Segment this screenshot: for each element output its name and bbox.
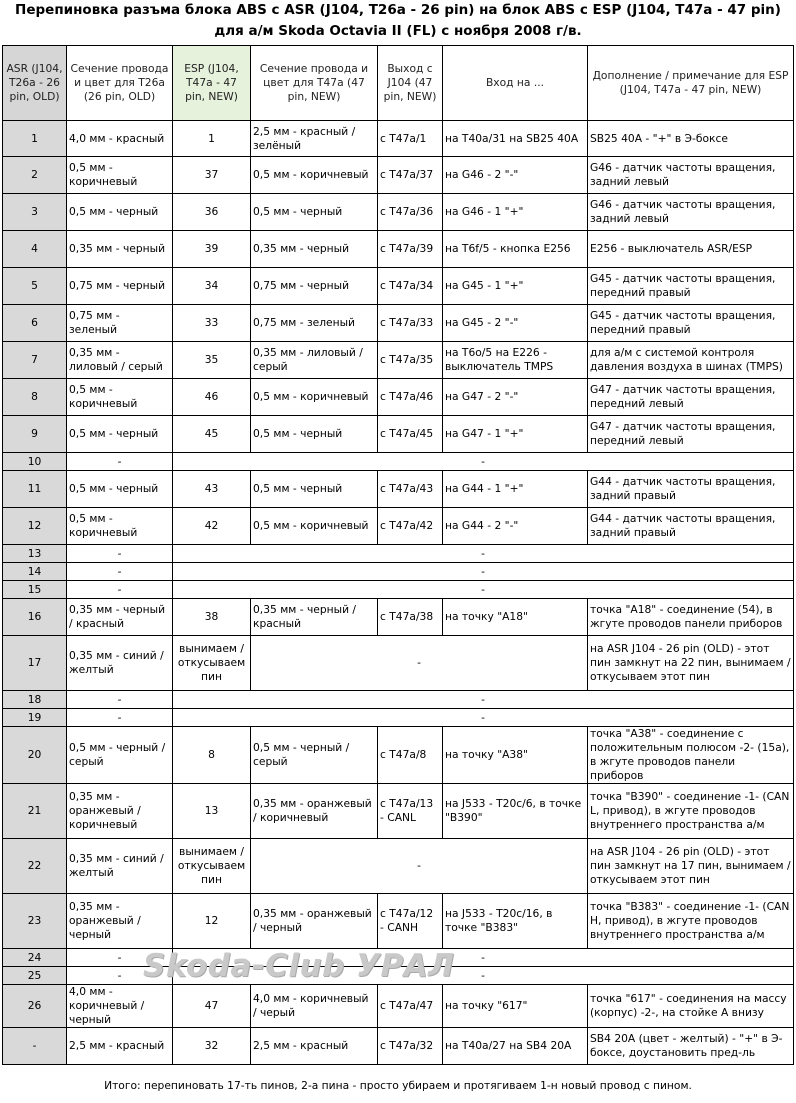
table-row bbox=[3, 471, 794, 508]
esp-pin-cell: вынимаем / откусываем пин bbox=[173, 636, 251, 691]
asr-pin-cell: 21 bbox=[3, 784, 67, 839]
input-cell: на T40a/31 на SB25 40A bbox=[443, 121, 588, 157]
wire-26-cell: 0,35 мм - синий / желтый bbox=[67, 636, 173, 691]
asr-pin-cell: 11 bbox=[3, 471, 67, 508]
table-header-row bbox=[3, 46, 794, 121]
asr-pin-cell: 24 bbox=[3, 949, 67, 967]
table-row bbox=[3, 581, 794, 599]
output-cell: с T47a/12 - CANH bbox=[378, 894, 443, 949]
table-row bbox=[3, 545, 794, 563]
asr-pin-cell: 13 bbox=[3, 545, 67, 563]
wire-26-cell: 0,5 мм - коричневый bbox=[67, 508, 173, 545]
table-row bbox=[3, 727, 794, 784]
esp-pin-cell: 45 bbox=[173, 416, 251, 453]
merged-empty-cell: - bbox=[251, 636, 588, 691]
input-cell: на G44 - 2 "-" bbox=[443, 508, 588, 545]
watermark: Skoda-Club УРАЛ bbox=[143, 948, 455, 984]
wire-47-cell: 0,35 мм - черный / красный bbox=[251, 599, 378, 636]
wire-47-cell: 2,5 мм - красный / зелёный bbox=[251, 121, 378, 157]
note-cell: G45 - датчик частоты вращения, передний правый bbox=[588, 268, 794, 305]
header-note: Дополнение / примечание для ESP (J104, T47a - 47 pin, NEW) bbox=[588, 46, 794, 121]
note-cell: для а/м с системой контроля давления воздуха в шинах (TMPS) bbox=[588, 342, 794, 379]
wire-26-cell: 0,5 мм - черный bbox=[67, 416, 173, 453]
empty-row-cell: - bbox=[173, 453, 794, 471]
wire-26-cell: - bbox=[67, 709, 173, 727]
note-cell: G47 - датчик частоты вращения, передний левый bbox=[588, 379, 794, 416]
esp-pin-cell: 36 bbox=[173, 194, 251, 231]
esp-pin-cell: вынимаем / откусываем пин bbox=[173, 839, 251, 894]
wire-26-cell: - bbox=[67, 453, 173, 471]
asr-pin-cell: - bbox=[3, 1028, 67, 1065]
wire-47-cell: 0,35 мм - оранжевый / черный bbox=[251, 894, 378, 949]
wire-47-cell: 0,5 мм - коричневый bbox=[251, 157, 378, 194]
esp-pin-cell: 1 bbox=[173, 121, 251, 157]
note-cell: SB4 20A (цвет - желтый) - "+" в Э-боксе, доустановить пред-ль bbox=[588, 1028, 794, 1065]
input-cell: на G45 - 2 "-" bbox=[443, 305, 588, 342]
wire-26-cell: 4,0 мм - красный bbox=[67, 121, 173, 157]
wire-47-cell: 0,35 мм - лиловый / серый bbox=[251, 342, 378, 379]
asr-pin-cell: 2 bbox=[3, 157, 67, 194]
asr-pin-cell: 20 bbox=[3, 727, 67, 784]
note-cell: точка "B383" - соединение -1- (CAN H, привод), в жгуте проводов внутреннего пространства а/м bbox=[588, 894, 794, 949]
output-cell: с T47a/39 bbox=[378, 231, 443, 268]
note-cell: G47 - датчик частоты вращения, передний левый bbox=[588, 416, 794, 453]
esp-pin-cell: 33 bbox=[173, 305, 251, 342]
wire-26-cell: 0,35 мм - оранжевый / коричневый bbox=[67, 784, 173, 839]
asr-pin-cell: 23 bbox=[3, 894, 67, 949]
esp-pin-cell: 42 bbox=[173, 508, 251, 545]
wire-26-cell: - bbox=[67, 581, 173, 599]
esp-pin-cell: 47 bbox=[173, 985, 251, 1028]
asr-pin-cell: 14 bbox=[3, 563, 67, 581]
wire-26-cell: 0,35 мм - черный bbox=[67, 231, 173, 268]
title-line-2: для а/м Skoda Octavia II (FL) с ноября 2008 г/в. bbox=[214, 23, 582, 39]
wire-26-cell: - bbox=[67, 949, 173, 967]
note-cell: SB25 40A - "+" в Э-боксе bbox=[588, 121, 794, 157]
wire-26-cell: 0,35 мм - черный / красный bbox=[67, 599, 173, 636]
input-cell: на J533 - T20c/16, в точке "B383" bbox=[443, 894, 588, 949]
table-row bbox=[3, 709, 794, 727]
pinout-table bbox=[2, 45, 794, 1065]
wire-26-cell: 0,35 мм - лиловый / серый bbox=[67, 342, 173, 379]
table-row bbox=[3, 416, 794, 453]
output-cell: с T47a/47 bbox=[378, 985, 443, 1028]
esp-pin-cell: 32 bbox=[173, 1028, 251, 1065]
input-cell: на T40a/27 на SB4 20A bbox=[443, 1028, 588, 1065]
table-row bbox=[3, 985, 794, 1028]
wire-26-cell: 0,5 мм - черный / серый bbox=[67, 727, 173, 784]
wire-47-cell: 0,5 мм - черный bbox=[251, 194, 378, 231]
note-cell: G46 - датчик частоты вращения, задний левый bbox=[588, 194, 794, 231]
header-wire-47: Сечение провода и цвет для T47a (47 pin, NEW) bbox=[251, 46, 378, 121]
esp-pin-cell: 46 bbox=[173, 379, 251, 416]
table-row bbox=[3, 194, 794, 231]
esp-pin-cell: 12 bbox=[173, 894, 251, 949]
wire-26-cell: 0,5 мм - черный bbox=[67, 471, 173, 508]
input-cell: на T6f/5 - кнопка E256 bbox=[443, 231, 588, 268]
table-row bbox=[3, 231, 794, 268]
asr-pin-cell: 7 bbox=[3, 342, 67, 379]
wire-47-cell: 0,35 мм - оранжевый / коричневый bbox=[251, 784, 378, 839]
asr-pin-cell: 9 bbox=[3, 416, 67, 453]
wire-47-cell: 0,5 мм - черный / серый bbox=[251, 727, 378, 784]
header-input: Вход на ... bbox=[443, 46, 588, 121]
esp-pin-cell: 13 bbox=[173, 784, 251, 839]
asr-pin-cell: 25 bbox=[3, 967, 67, 985]
asr-pin-cell: 17 bbox=[3, 636, 67, 691]
asr-pin-cell: 6 bbox=[3, 305, 67, 342]
output-cell: с T47a/35 bbox=[378, 342, 443, 379]
asr-pin-cell: 22 bbox=[3, 839, 67, 894]
wire-26-cell: 0,35 мм - синий / желтый bbox=[67, 839, 173, 894]
wire-47-cell: 0,75 мм - зеленый bbox=[251, 305, 378, 342]
table-row bbox=[3, 636, 794, 691]
empty-row-cell: - bbox=[173, 949, 794, 967]
empty-row-cell: - bbox=[173, 691, 794, 709]
table-body bbox=[3, 121, 794, 1065]
table-row bbox=[3, 453, 794, 471]
wire-26-cell: 0,5 мм - черный bbox=[67, 194, 173, 231]
input-cell: на G44 - 1 "+" bbox=[443, 471, 588, 508]
asr-pin-cell: 16 bbox=[3, 599, 67, 636]
output-cell: с T47a/36 bbox=[378, 194, 443, 231]
esp-pin-cell: 35 bbox=[173, 342, 251, 379]
input-cell: на точку "A38" bbox=[443, 727, 588, 784]
input-cell: на точку "A18" bbox=[443, 599, 588, 636]
output-cell: с T47a/8 bbox=[378, 727, 443, 784]
note-cell: G44 - датчик частоты вращения, задний правый bbox=[588, 508, 794, 545]
esp-pin-cell: 39 bbox=[173, 231, 251, 268]
table-row bbox=[3, 967, 794, 985]
output-cell: с T47a/43 bbox=[378, 471, 443, 508]
asr-pin-cell: 4 bbox=[3, 231, 67, 268]
table-row bbox=[3, 691, 794, 709]
wire-26-cell: - bbox=[67, 545, 173, 563]
table-row bbox=[3, 508, 794, 545]
header-wire-26: Сечение провода и цвет для T26a (26 pin, OLD) bbox=[67, 46, 173, 121]
output-cell: с T47a/33 bbox=[378, 305, 443, 342]
input-cell: на G47 - 1 "+" bbox=[443, 416, 588, 453]
note-cell: точка "617" - соединения на массу (корпус) -2-, на стойке А внизу bbox=[588, 985, 794, 1028]
note-cell: точка "A18" - соединение (54), в жгуте проводов панели приборов bbox=[588, 599, 794, 636]
merged-empty-cell: - bbox=[251, 839, 588, 894]
note-cell: E256 - выключатель ASR/ESP bbox=[588, 231, 794, 268]
output-cell: с T47a/13 - CANL bbox=[378, 784, 443, 839]
asr-pin-cell: 3 bbox=[3, 194, 67, 231]
empty-row-cell: - bbox=[173, 709, 794, 727]
input-cell: на T6o/5 на E226 - выключатель TMPS bbox=[443, 342, 588, 379]
input-cell: на G45 - 1 "+" bbox=[443, 268, 588, 305]
table-row bbox=[3, 784, 794, 839]
wire-47-cell: 0,5 мм - черный bbox=[251, 416, 378, 453]
header-esp-pin: ESP (J104, T47a - 47 pin, NEW) bbox=[173, 46, 251, 121]
esp-pin-cell: 8 bbox=[173, 727, 251, 784]
esp-pin-cell: 38 bbox=[173, 599, 251, 636]
table-row bbox=[3, 839, 794, 894]
wire-47-cell: 0,5 мм - коричневый bbox=[251, 508, 378, 545]
output-cell: с T47a/1 bbox=[378, 121, 443, 157]
note-cell: на ASR J104 - 26 pin (OLD) - этот пин замкнут на 22 пин, вынимаем / откусываем этот пин bbox=[588, 636, 794, 691]
asr-pin-cell: 26 bbox=[3, 985, 67, 1028]
table-row bbox=[3, 599, 794, 636]
wire-47-cell: 2,5 мм - красный bbox=[251, 1028, 378, 1065]
wire-26-cell: - bbox=[67, 563, 173, 581]
asr-pin-cell: 8 bbox=[3, 379, 67, 416]
empty-row-cell: - bbox=[173, 563, 794, 581]
title-line-1: Перепиновка разъма блока ABS с ASR (J104, T26a - 26 pin) на блок ABS с ESP (J104, T47a - 47 pin) bbox=[15, 2, 781, 18]
document-title bbox=[0, 0, 796, 42]
wire-26-cell: 0,75 мм - зеленый bbox=[67, 305, 173, 342]
table-row bbox=[3, 949, 794, 967]
table-row bbox=[3, 305, 794, 342]
input-cell: на J533 - T20c/6, в точке "B390" bbox=[443, 784, 588, 839]
wire-26-cell: - bbox=[67, 691, 173, 709]
esp-pin-cell: 37 bbox=[173, 157, 251, 194]
output-cell: с T47a/45 bbox=[378, 416, 443, 453]
header-output: Выход с J104 (47 pin, NEW) bbox=[378, 46, 443, 121]
wire-47-cell: 0,5 мм - черный bbox=[251, 471, 378, 508]
table-row bbox=[3, 1028, 794, 1065]
input-cell: на G46 - 2 "-" bbox=[443, 157, 588, 194]
output-cell: с T47a/37 bbox=[378, 157, 443, 194]
esp-pin-cell: 34 bbox=[173, 268, 251, 305]
wire-47-cell: 0,5 мм - коричневый bbox=[251, 379, 378, 416]
wire-26-cell: 2,5 мм - красный bbox=[67, 1028, 173, 1065]
wire-47-cell: 0,75 мм - черный bbox=[251, 268, 378, 305]
empty-row-cell: - bbox=[173, 545, 794, 563]
wire-47-cell: 4,0 мм - коричневый / черый bbox=[251, 985, 378, 1028]
asr-pin-cell: 1 bbox=[3, 121, 67, 157]
note-cell: точка "B390" - соединение -1- (CAN L, привод), в жгуте проводов внутреннего пространства а/м bbox=[588, 784, 794, 839]
note-cell: G45 - датчик частоты вращения, передний правый bbox=[588, 305, 794, 342]
table-row bbox=[3, 894, 794, 949]
header-asr-pin: ASR (J104, T26a - 26 pin, OLD) bbox=[3, 46, 67, 121]
output-cell: с T47a/38 bbox=[378, 599, 443, 636]
note-cell: на ASR J104 - 26 pin (OLD) - этот пин замкнут на 17 пин, вынимаем / откусываем этот пин bbox=[588, 839, 794, 894]
asr-pin-cell: 12 bbox=[3, 508, 67, 545]
asr-pin-cell: 19 bbox=[3, 709, 67, 727]
output-cell: с T47a/34 bbox=[378, 268, 443, 305]
output-cell: с T47a/42 bbox=[378, 508, 443, 545]
table-row bbox=[3, 268, 794, 305]
note-cell: G46 - датчик частоты вращения, задний левый bbox=[588, 157, 794, 194]
empty-row-cell: - bbox=[173, 967, 794, 985]
table-row bbox=[3, 379, 794, 416]
wire-26-cell: - bbox=[67, 967, 173, 985]
table-row bbox=[3, 563, 794, 581]
asr-pin-cell: 18 bbox=[3, 691, 67, 709]
input-cell: на G46 - 1 "+" bbox=[443, 194, 588, 231]
wire-26-cell: 0,5 мм - коричневый bbox=[67, 379, 173, 416]
asr-pin-cell: 5 bbox=[3, 268, 67, 305]
wire-26-cell: 0,35 мм - оранжевый / черный bbox=[67, 894, 173, 949]
table-row bbox=[3, 157, 794, 194]
output-cell: с T47a/32 bbox=[378, 1028, 443, 1065]
input-cell: на G47 - 2 "-" bbox=[443, 379, 588, 416]
wire-26-cell: 4,0 мм - коричневый / черный bbox=[67, 985, 173, 1028]
wire-47-cell: 0,35 мм - черный bbox=[251, 231, 378, 268]
table-row bbox=[3, 121, 794, 157]
wire-26-cell: 0,5 мм - коричневый bbox=[67, 157, 173, 194]
asr-pin-cell: 15 bbox=[3, 581, 67, 599]
input-cell: на точку "617" bbox=[443, 985, 588, 1028]
wire-26-cell: 0,75 мм - черный bbox=[67, 268, 173, 305]
empty-row-cell: - bbox=[173, 581, 794, 599]
note-cell: точка "A38" - соединение с положительным полюсом -2- (15a), в жгуте проводов панели приборов bbox=[588, 727, 794, 784]
note-cell: G44 - датчик частоты вращения, задний правый bbox=[588, 471, 794, 508]
table-row bbox=[3, 342, 794, 379]
asr-pin-cell: 10 bbox=[3, 453, 67, 471]
esp-pin-cell: 43 bbox=[173, 471, 251, 508]
output-cell: с T47a/46 bbox=[378, 379, 443, 416]
footer-summary: Итого: перепиновать 17-ть пинов, 2-а пина - просто убираем и протягиваем 1-н новый провод с пином. bbox=[104, 1079, 692, 1092]
